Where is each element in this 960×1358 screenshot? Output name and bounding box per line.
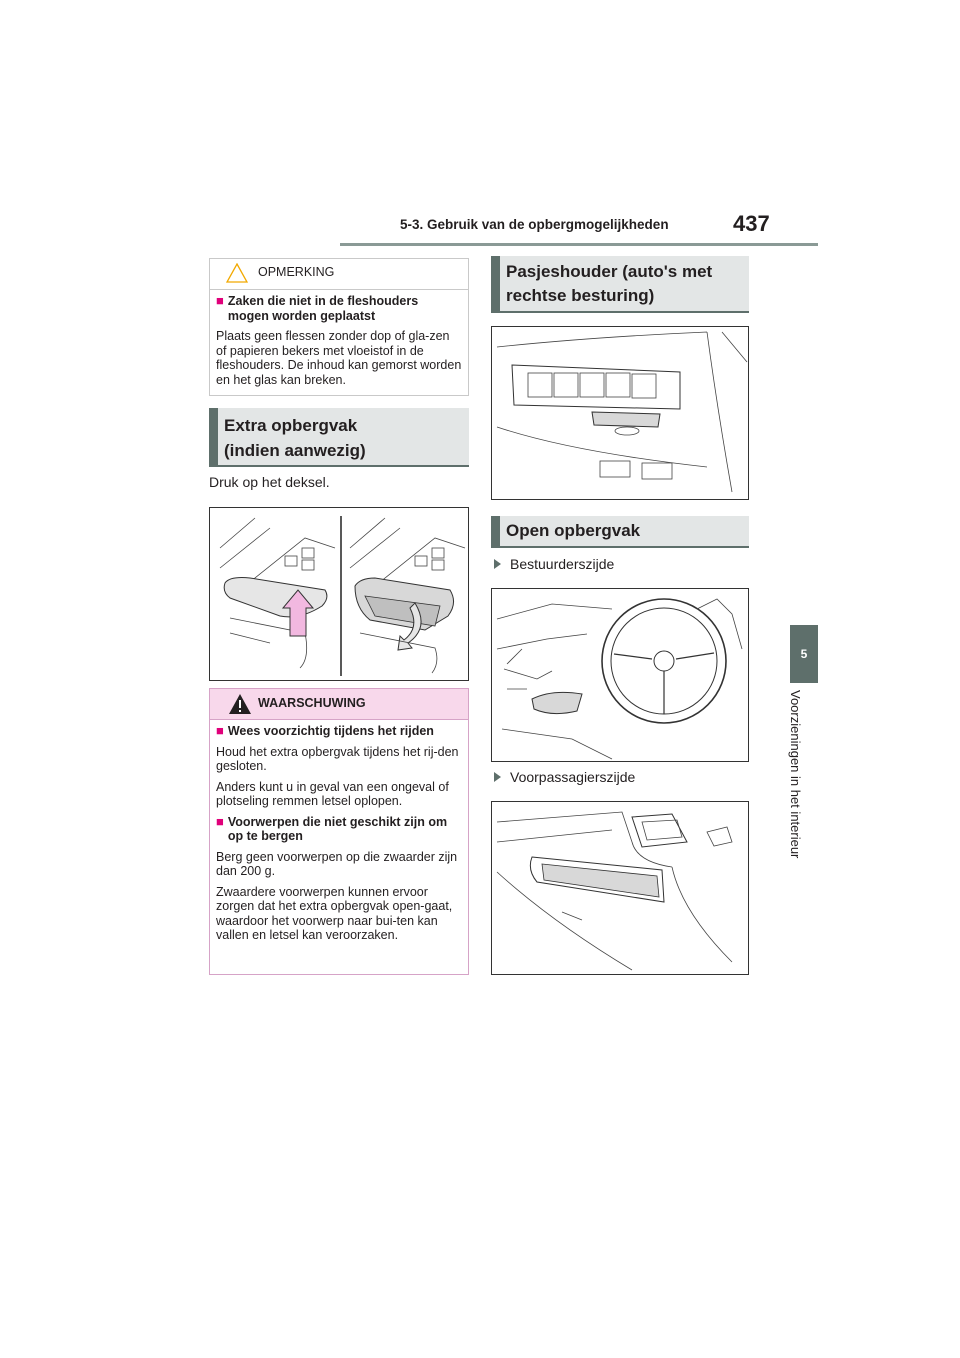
extra-heading-line1: Extra opbergvak <box>224 416 358 435</box>
figure-passenger-side <box>491 801 749 975</box>
bullet-driver-side <box>494 556 614 572</box>
warning-header <box>210 689 468 720</box>
square-bullet-icon: ■ <box>216 293 224 308</box>
card-holder-illustration <box>492 327 748 499</box>
square-bullet-icon: ■ <box>216 813 224 829</box>
chapter-label <box>775 690 835 880</box>
caution-triangle-icon <box>226 263 248 283</box>
warning-triangle-icon <box>228 693 252 715</box>
warning-para-3: Berg geen voorwerpen op die zwaarder zijn dan 200 g. <box>216 849 458 878</box>
bullet-driver-side-text: Bestuurderszijde <box>510 556 615 572</box>
square-bullet-icon: ■ <box>216 723 224 738</box>
page-number: 437 <box>733 211 770 236</box>
card-holder-heading-line2: rechtse besturing) <box>506 286 655 305</box>
figure-card-holder <box>491 326 749 500</box>
extra-storage-illustration <box>210 508 468 680</box>
section-bar <box>491 516 500 546</box>
warning-label: WAARSCHUWING <box>258 696 366 710</box>
warning-subhead-1 <box>216 724 462 739</box>
extra-instruction: Druk op het deksel. <box>209 474 330 490</box>
open-tray-heading: Open opbergvak <box>506 521 641 540</box>
notice-text: Plaats geen flessen zonder dop of gla-zen of papieren bekers met vloeistof in de fleshouders. De inhoud kan gemorst worden en het glas kan breken. <box>216 329 462 387</box>
triangle-bullet-icon <box>494 559 501 569</box>
warning-subhead-2 <box>216 815 462 844</box>
warning-subhead-2-text: Voorwerpen die niet geschikt zijn om op te bergen <box>227 814 448 843</box>
warning-para-2: Anders kunt u in geval van een ongeval of plotseling remmen letsel oplopen. <box>216 779 449 808</box>
driver-side-illustration <box>492 589 748 761</box>
section-bar <box>491 256 500 311</box>
triangle-bullet-icon <box>494 772 501 782</box>
warning-para-1: Houd het extra opbergvak tijdens het rij-den gesloten. <box>216 744 459 773</box>
bullet-passenger-side <box>494 769 635 785</box>
section-heading-card-holder <box>491 256 749 313</box>
section-heading-open-tray <box>491 516 749 548</box>
warning-box <box>209 688 469 975</box>
notice-header <box>210 259 468 290</box>
section-heading-extra <box>209 408 469 467</box>
chapter-label-text: Voorzieningen in het interieur <box>788 690 803 859</box>
figure-driver-side <box>491 588 749 762</box>
chapter-tab: 5 <box>790 625 818 683</box>
extra-heading-line2: (indien aanwezig) <box>224 441 366 460</box>
figure-extra-storage <box>209 507 469 681</box>
notice-label: OPMERKING <box>258 265 335 279</box>
warning-subhead-1-text: Wees voorzichtig tijdens het rijden <box>227 724 434 738</box>
section-bar <box>209 408 218 465</box>
notice-subhead-text: Zaken die niet in de fleshouders mogen worden geplaatst <box>227 294 419 323</box>
bullet-passenger-side-text: Voorpassagierszijde <box>510 769 636 785</box>
notice-box <box>209 258 469 396</box>
warning-para-4: Zwaardere voorwerpen kunnen ervoor zorgen dat het extra opbergvak open-gaat, waardoor het voorwerp naar bui-ten kan vallen en letsel kan veroorzaken. <box>216 884 453 942</box>
notice-subhead <box>216 294 462 323</box>
section-title: 5-3. Gebruik van de opbergmogelijkheden <box>400 217 669 232</box>
passenger-side-illustration <box>492 802 748 974</box>
card-holder-heading-line1: Pasjeshouder (auto's met <box>506 262 713 281</box>
header-rule <box>340 243 818 246</box>
